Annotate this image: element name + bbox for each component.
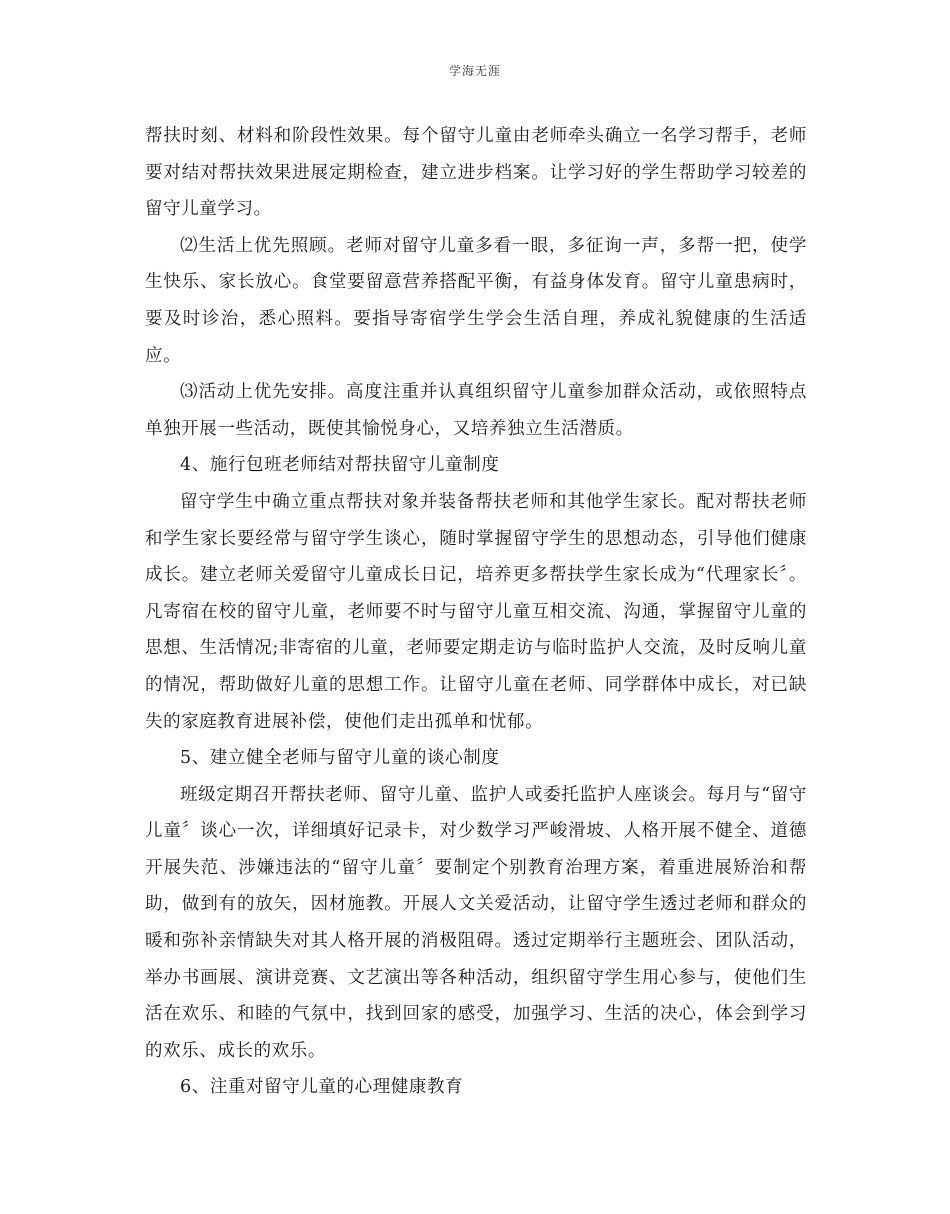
section-heading-5: 5、建立健全老师与留守儿童的谈心制度 [180,748,500,769]
paragraph-4: 留守学生中确立重点帮扶对象并装备帮扶老师和其他学生家长。配对帮扶老师和学生家长要经常与留守学生谈心，随时掌握留守学生的思想动态，引导他们健康成长。建立老师关爱留守儿童成长日记，培养更多帮扶学生家长成为“代理家长〞。凡寄宿在校的留守儿童，老师要不时与留守儿童互相交流、沟通，掌握留守儿童的思想、生活情况;非寄宿的儿童，老师要定期走访与临时监护人交流，及时反响儿童的情况，帮助做好儿童的思想工作。让留守儿童在老师、同学群体中成长，对已缺失的家庭教育进展补偿，使他们走出孤单和忧郁。 [145,491,807,732]
paragraph-3: ⑶活动上优先安排。高度注重并认真组织留守儿童参加群众活动，或依照特点单独开展一些活动，既使其愉悦身心，又培养独立生活潜质。 [145,382,807,439]
paragraph-2: ⑵生活上优先照顾。老师对留守儿童多看一眼，多征询一声，多帮一把，使学生快乐、家长放心。食堂要留意营养搭配平衡，有益身体发育。留守儿童患病时，要及时诊治，悉心照料。要指导寄宿学生学会生活自理，养成礼貌健康的生活适应。 [145,235,807,366]
document-body [145,118,807,1106]
paragraph-1: 帮扶时刻、材料和阶段性效果。每个留守儿童由老师牵头确立一名学习帮手，老师要对结对帮扶效果进展定期检查，建立进步档案。让学习好的学生帮助学习较差的留守儿童学习。 [145,126,807,220]
section-heading-6: 6、注重对留守儿童的心理健康教育 [180,1077,464,1098]
section-heading-4: 4、施行包班老师结对帮扶留守儿童制度 [180,455,500,476]
paragraph-5: 班级定期召开帮扶老师、留守儿童、监护人或委托监护人座谈会。每月与“留守儿童〞谈心一次，详细填好记录卡，对少数学习严峻滑坡、人格开展不健全、道德开展失范、涉嫌违法的“留守儿童〞要制定个别教育治理方案，着重进展矫治和帮助，做到有的放矢，因材施教。开展人文关爱活动，让留守学生透过老师和群众的暖和弥补亲情缺失对其人格开展的消极阻碍。透过定期举行主题班会、团队活动，举办书画展、演讲竞赛、文艺演出等各种活动，组织留守学生用心参与，使他们生活在欢乐、和睦的气氛中，找到回家的感受，加强学习、生活的决心，体会到学习的欢乐、成长的欢乐。 [145,784,807,1061]
page-header: 学海无涯 [448,64,501,78]
